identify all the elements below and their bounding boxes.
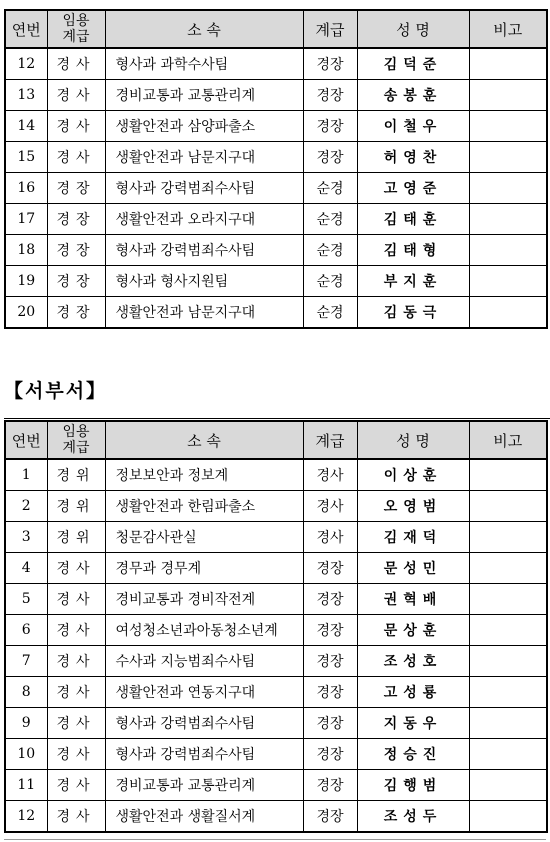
row-dept: 형사과 강력범죄수사팀: [105, 235, 303, 266]
row-name: 문성민: [357, 553, 469, 584]
row-name: 김태훈: [357, 204, 469, 235]
row-dept: 여성청소년과아동청소년계: [105, 615, 303, 646]
row-dept: 정보보안과 정보계: [105, 459, 303, 491]
footer-divider: [4, 839, 546, 840]
table-row: [5, 770, 547, 801]
row-note: [469, 739, 547, 770]
row-name: 김재덕: [357, 522, 469, 553]
row-appt-rank: 경장: [47, 266, 105, 297]
row-dept: 생활안전과 오라지구대: [105, 204, 303, 235]
row-name: 고영준: [357, 173, 469, 204]
row-appt-rank: 경위: [47, 491, 105, 522]
row-appt-rank: 경사: [47, 801, 105, 833]
col-header-note: 비고: [469, 10, 547, 48]
row-grade: 경장: [303, 80, 357, 111]
row-grade: 경장: [303, 615, 357, 646]
row-dept: 경비교통과 교통관리계: [105, 770, 303, 801]
row-no: 12: [5, 801, 47, 833]
row-grade: 순경: [303, 204, 357, 235]
row-note: [469, 801, 547, 833]
row-note: [469, 677, 547, 708]
row-note: [469, 708, 547, 739]
col-header-no: 연번: [5, 421, 47, 459]
row-note: [469, 235, 547, 266]
row-no: 3: [5, 522, 47, 553]
table-row: [5, 522, 547, 553]
row-name: 오영범: [357, 491, 469, 522]
row-appt-rank: 경사: [47, 646, 105, 677]
row-grade: 순경: [303, 297, 357, 329]
row-name: 이철우: [357, 111, 469, 142]
row-name: 김태형: [357, 235, 469, 266]
row-grade: 순경: [303, 266, 357, 297]
row-appt-rank: 경사: [47, 739, 105, 770]
row-no: 12: [5, 48, 47, 80]
row-appt-rank: 경사: [47, 48, 105, 80]
row-appt-rank: 경장: [47, 235, 105, 266]
row-no: 6: [5, 615, 47, 646]
row-appt-rank: 경사: [47, 142, 105, 173]
row-no: 16: [5, 173, 47, 204]
table-row: [5, 801, 547, 833]
col-header-no: 연번: [5, 10, 47, 48]
row-note: [469, 646, 547, 677]
row-grade: 경장: [303, 553, 357, 584]
row-dept: 형사과 강력범죄수사팀: [105, 739, 303, 770]
row-appt-rank: 경위: [47, 522, 105, 553]
row-name: 정승진: [357, 739, 469, 770]
row-note: [469, 111, 547, 142]
promotion-table-1: [4, 9, 548, 329]
row-grade: 순경: [303, 173, 357, 204]
row-note: [469, 553, 547, 584]
table-row: [5, 204, 547, 235]
table-row: [5, 646, 547, 677]
row-appt-rank: 경장: [47, 297, 105, 329]
row-note: [469, 80, 547, 111]
row-no: 20: [5, 297, 47, 329]
row-dept: 생활안전과 남문지구대: [105, 297, 303, 329]
row-note: [469, 297, 547, 329]
row-no: 7: [5, 646, 47, 677]
row-dept: 생활안전과 남문지구대: [105, 142, 303, 173]
row-note: [469, 204, 547, 235]
row-dept: 생활안전과 생활질서계: [105, 801, 303, 833]
row-grade: 경사: [303, 459, 357, 491]
row-note: [469, 491, 547, 522]
row-note: [469, 266, 547, 297]
col-header-grade: 계급: [303, 421, 357, 459]
row-dept: 형사과 형사지원팀: [105, 266, 303, 297]
row-no: 10: [5, 739, 47, 770]
row-no: 9: [5, 708, 47, 739]
promotion-table-2: [4, 420, 548, 833]
row-no: 14: [5, 111, 47, 142]
row-note: [469, 615, 547, 646]
row-grade: 경장: [303, 48, 357, 80]
table-row: [5, 142, 547, 173]
row-name: 조성호: [357, 646, 469, 677]
row-note: [469, 522, 547, 553]
divider: [4, 418, 550, 419]
row-grade: 경사: [303, 491, 357, 522]
row-grade: 경장: [303, 111, 357, 142]
table-row: [5, 80, 547, 111]
row-grade: 경장: [303, 646, 357, 677]
row-appt-rank: 경사: [47, 770, 105, 801]
row-name: 문상훈: [357, 615, 469, 646]
row-dept: 생활안전과 한림파출소: [105, 491, 303, 522]
row-name: 김행범: [357, 770, 469, 801]
row-name: 조성두: [357, 801, 469, 833]
row-dept: 경비교통과 교통관리계: [105, 80, 303, 111]
row-grade: 경장: [303, 584, 357, 615]
row-no: 11: [5, 770, 47, 801]
row-name: 김덕준: [357, 48, 469, 80]
row-no: 4: [5, 553, 47, 584]
row-no: 18: [5, 235, 47, 266]
row-no: 2: [5, 491, 47, 522]
row-dept: 수사과 지능범죄수사팀: [105, 646, 303, 677]
table-row: [5, 553, 547, 584]
row-appt-rank: 경사: [47, 708, 105, 739]
row-grade: 경장: [303, 739, 357, 770]
row-grade: 경장: [303, 770, 357, 801]
row-grade: 경장: [303, 142, 357, 173]
row-note: [469, 142, 547, 173]
col-header-note: 비고: [469, 421, 547, 459]
row-appt-rank: 경장: [47, 204, 105, 235]
row-no: 17: [5, 204, 47, 235]
row-appt-rank: 경사: [47, 80, 105, 111]
section-title-seobu: 【서부서】: [4, 380, 108, 402]
table-row: [5, 615, 547, 646]
row-dept: 형사과 강력범죄수사팀: [105, 708, 303, 739]
table-row: [5, 48, 547, 80]
row-no: 19: [5, 266, 47, 297]
row-dept: 경비교통과 경비작전계: [105, 584, 303, 615]
col-header-dept: 소 속: [105, 10, 303, 48]
row-no: 5: [5, 584, 47, 615]
table-row: [5, 111, 547, 142]
row-dept: 청문감사관실: [105, 522, 303, 553]
row-appt-rank: 경사: [47, 111, 105, 142]
col-header-appt-rank: [47, 10, 105, 48]
row-dept: 생활안전과 삼양파출소: [105, 111, 303, 142]
row-name: 지동우: [357, 708, 469, 739]
row-appt-rank: 경사: [47, 584, 105, 615]
row-note: [469, 173, 547, 204]
row-grade: 경사: [303, 522, 357, 553]
col-header-appt-rank-text: 임용 계급: [62, 13, 90, 45]
col-header-name: 성 명: [357, 10, 469, 48]
table-row: [5, 708, 547, 739]
row-no: 8: [5, 677, 47, 708]
row-name: 고성룡: [357, 677, 469, 708]
row-note: [469, 770, 547, 801]
table-row: [5, 235, 547, 266]
row-no: 13: [5, 80, 47, 111]
row-name: 이상훈: [357, 459, 469, 491]
row-name: 송봉훈: [357, 80, 469, 111]
row-appt-rank: 경사: [47, 615, 105, 646]
row-no: 1: [5, 459, 47, 491]
table-row: [5, 584, 547, 615]
table-row: [5, 266, 547, 297]
row-dept: 경무과 경무계: [105, 553, 303, 584]
row-dept: 생활안전과 연동지구대: [105, 677, 303, 708]
row-appt-rank: 경사: [47, 677, 105, 708]
table-row: [5, 297, 547, 329]
row-name: 부지훈: [357, 266, 469, 297]
table-row: [5, 491, 547, 522]
row-dept: 형사과 강력범죄수사팀: [105, 173, 303, 204]
col-header-appt-rank-text: 임용 계급: [62, 424, 90, 456]
row-appt-rank: 경장: [47, 173, 105, 204]
row-note: [469, 584, 547, 615]
table-header-row: [5, 10, 547, 48]
row-no: 15: [5, 142, 47, 173]
table-row: [5, 739, 547, 770]
row-appt-rank: 경사: [47, 553, 105, 584]
row-grade: 경장: [303, 708, 357, 739]
table-row: [5, 677, 547, 708]
table-row: [5, 459, 547, 491]
row-note: [469, 459, 547, 491]
row-note: [469, 48, 547, 80]
row-name: 김동극: [357, 297, 469, 329]
row-name: 허영찬: [357, 142, 469, 173]
row-grade: 순경: [303, 235, 357, 266]
col-header-appt-rank: [47, 421, 105, 459]
table-header-row: [5, 421, 547, 459]
row-name: 권혁배: [357, 584, 469, 615]
row-grade: 경장: [303, 801, 357, 833]
row-grade: 경장: [303, 677, 357, 708]
table-row: [5, 173, 547, 204]
row-appt-rank: 경위: [47, 459, 105, 491]
col-header-dept: 소 속: [105, 421, 303, 459]
col-header-name: 성 명: [357, 421, 469, 459]
row-dept: 형사과 과학수사팀: [105, 48, 303, 80]
col-header-grade: 계급: [303, 10, 357, 48]
